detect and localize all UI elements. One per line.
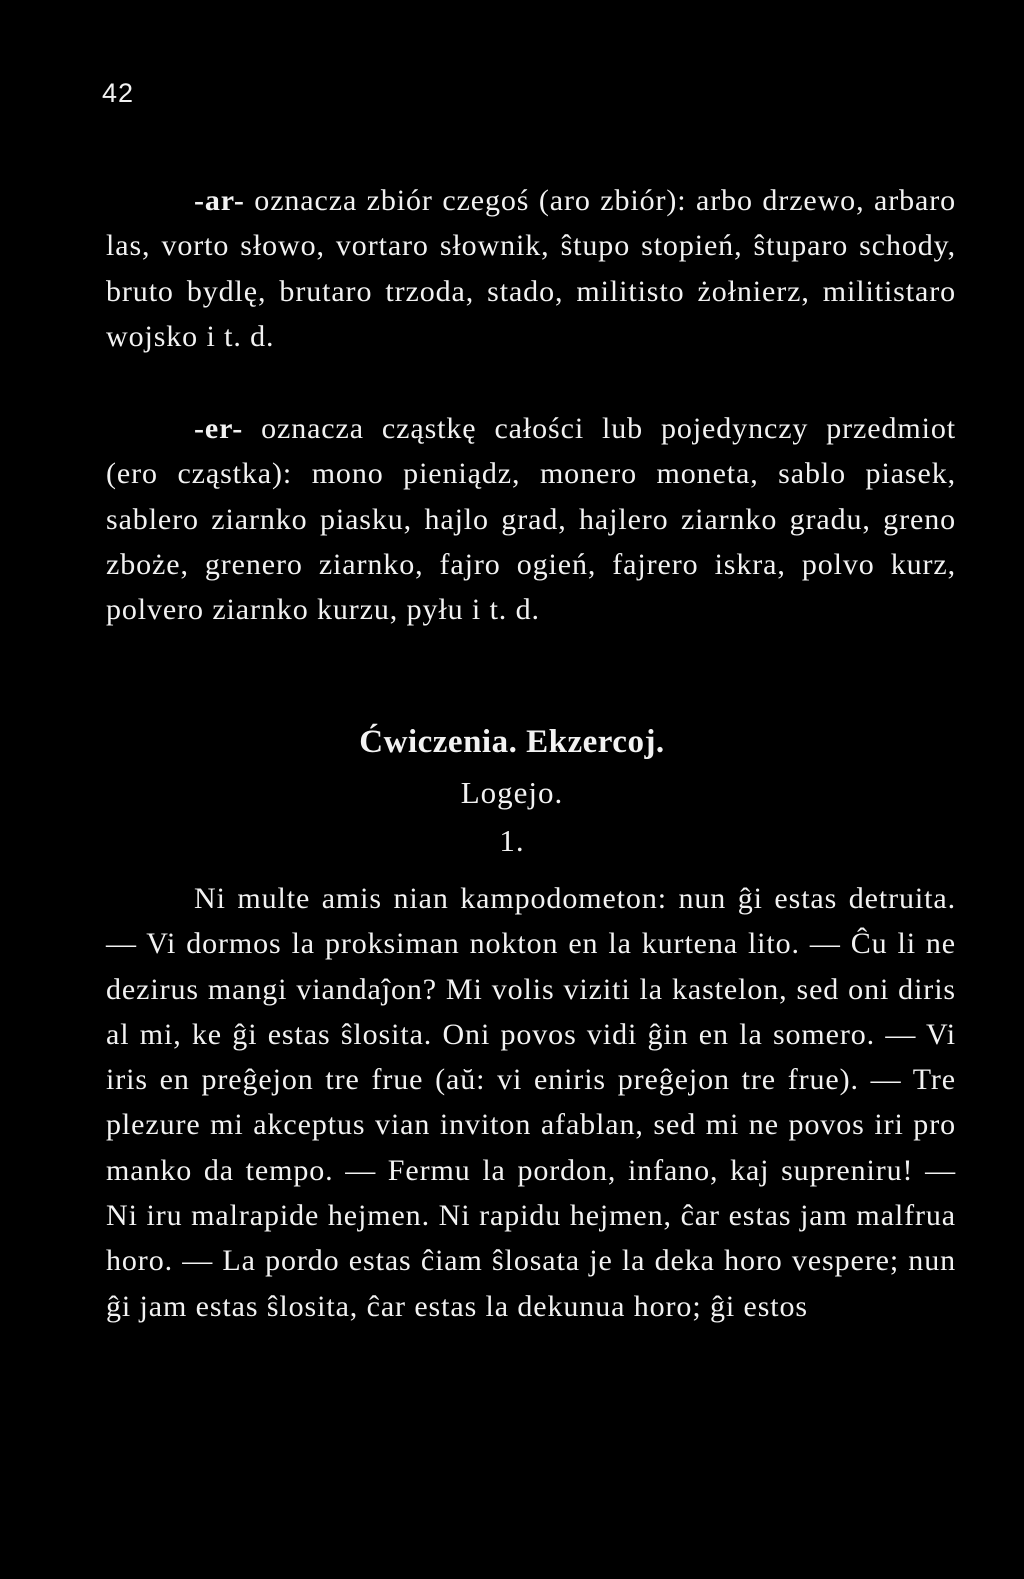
paragraph-ar-suffix [106,178,956,359]
paragraph-er [106,406,956,632]
suffix-er: -er- [194,412,244,445]
reading-paragraph: Ni multe amis nian kampodometon: nun ĝi estas detruita. — Vi dormos la proksiman nokton en la kurtena lito. — Ĉu li ne dezirus mangi viandaĵon? Mi volis viziti la kastelon, sed oni diris al mi, ke ĝi estas ŝlosita. Oni povos vidi ĝin en la somero. — Vi iris en preĝejon tre frue (aŭ: vi eniris preĝejon tre frue). — Tre plezure mi akceptus vian inviton afablan, sed mi ne povos iri pro manko da tempo. — Fermu la pordon, infano, kaj supreniru! — Ni iru malrapide hejmen. Ni rapidu hejmen, ĉar estas jam malfrua horo. — La pordo estas ĉiam ŝlosata je la deka horo vespere; nun ĝi jam estas ŝlosita, ĉar estas la dekunua horo; ĝi estos [106,882,956,1323]
section-subheading: Logejo. [460,775,564,810]
paragraph-er-text: oznacza cząstkę całości lub pojedynczy przedmiot (ero cząstka): mono pieniądz, monero moneta, sablo piasek, sablero ziarnko piasku, hajlo grad, hajlero ziarnko gradu, greno zboże, grenero ziarnko, fajro ogień, fajrero iskra, polvo kurz, polvero ziarnko kurzu, pyłu i t. d. [106,412,956,627]
suffix-ar: -ar- [194,184,245,217]
paragraph-ar-text: oznacza zbiór czegoś (aro zbiór): arbo drzewo, arbaro las, vorto słowo, vortaro słownik, ŝtupo stopień, ŝtuparo schody, bruto bydlę, brutaro trzoda, stado, militisto żołnierz, militistaro wojsko i t. d. [106,184,956,353]
section-heading: Ćwiczenia. Ekzercoj. [359,724,665,760]
exercise-number: 1. [499,823,525,858]
paragraph-er-suffix [106,406,956,632]
page-number: 42 [102,78,135,108]
paragraph-ar [106,178,956,359]
reading-exercise [106,876,956,1329]
